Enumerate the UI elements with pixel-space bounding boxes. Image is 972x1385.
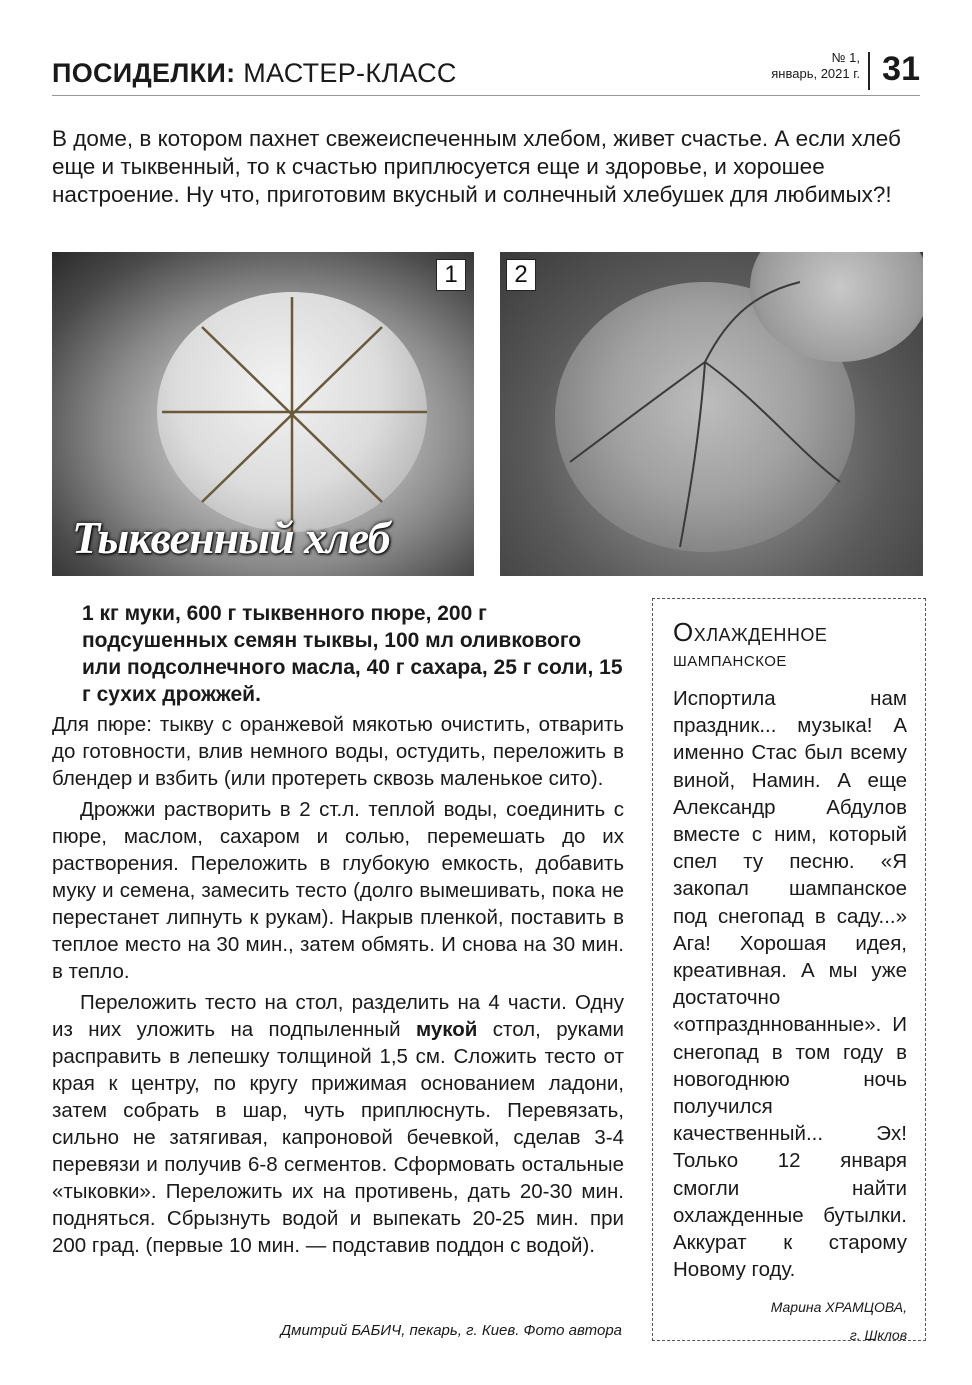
sidebar-box	[652, 598, 926, 1344]
recipe-paragraph-3-bold: мукой	[415, 1018, 478, 1041]
sidebar-title-line-1: Охлажденное	[673, 617, 828, 647]
issue-number: № 1,	[831, 50, 860, 65]
rubric	[52, 58, 457, 89]
sidebar-author-name: Марина ХРАМЦОВА,	[770, 1299, 907, 1316]
issue-info	[771, 50, 860, 82]
ingredients: 1 кг муки, 600 г тыквенного пюре, 200 г подсушенных семян тыквы, 100 мл оливкового или подсолнечного масла, 40 г сахара, 25 г соли, 15 г сухих дрожжей.	[82, 602, 623, 706]
photo-1-number: 1	[436, 259, 466, 291]
recipe-paragraph-3	[52, 989, 624, 1259]
sidebar-text: Испортила нам праздник... музыка! А именно Стас был всему виной, Намин. А еще Александр Абдулов вместе с ним, который спел ту песню. «Я закопал шампанское под снегопад в саду...» Ага! Хорошая идея, креативная. А мы уже достаточно «отпраздннованные». И снегопад в том году в новогоднюю ночь получился качественный... Эх! Только 12 января смогли найти охлажденные бутылки. Аккурат к старому Новому году.	[673, 687, 907, 1282]
author-credit: Дмитрий БАБИЧ, пекарь, г. Киев. Фото автора	[280, 1322, 622, 1339]
header-rule	[52, 95, 920, 96]
page-number-divider	[868, 52, 870, 90]
photo-2-baked-bread	[500, 252, 923, 576]
photo-2-number: 2	[506, 259, 536, 291]
rubric-bold: ПОСИДЕЛКИ:	[52, 58, 236, 88]
sidebar-author	[673, 1293, 907, 1349]
recipe-paragraph-2: Дрожжи растворить в 2 ст.л. теплой воды, соединить с пюре, маслом, сахаром и солью, перемешать до их растворения. Переложить в глубокую емкость, добавить муку и семена, замесить тесто (долго вымешивать, пока не перестанет липнуть к рукам). Накрыв пленкой, поставить в теплое место на 30 мин., затем обмять. И снова на 30 мин. в тепло.	[52, 798, 624, 983]
recipe-paragraph-3-end: стол, руками расправить в лепешку толщиной 1,5 см. Сложить тесто от края к центру, по кругу прижимая основанием ладони, затем собрать в шар, чуть приплюснуть. Перевязать, сильно не затягивая, капроновой бечевкой, сделав 3-4 перевязи и получив 6-8 сегментов. Сформовать остальные «тыковки». Переложить их на противень, дать 20-30 мин. подняться. Сбрызнуть водой и выпекать 20-25 мин. при 200 град. (первые 10 мин. — подставив поддон с водой).	[52, 1018, 624, 1257]
page-header	[52, 50, 920, 100]
sidebar-content	[673, 617, 907, 1349]
bread-segments	[500, 252, 923, 576]
article-title: Тыквенный хлеб	[72, 512, 390, 563]
intro-paragraph: В доме, в котором пахнет свежеиспеченным хлебом, живет счастье. А если хлеб еще и тыквенный, то к счастью приплюсуется еще и здоровье, и хорошее настроение. Ну что, приготовим вкусный и солнечный хлебушек для любимых?!	[52, 126, 901, 207]
issue-date: январь, 2021 г.	[771, 66, 860, 81]
rubric-light: МАСТЕР-КЛАСС	[243, 58, 457, 88]
recipe-paragraph-3-start: Переложить тесто на стол, разделить на 4 части. Одну из них уложить на подпыленный	[52, 991, 624, 1041]
recipe-body	[52, 711, 624, 1259]
photo-1-dough-in-basket	[52, 252, 474, 576]
page-number: 31	[882, 50, 920, 88]
sidebar-author-city: г. Шклов	[849, 1327, 907, 1344]
sidebar-title-line-2: шампанское	[673, 648, 787, 671]
recipe-paragraph-1: Для пюре: тыкву с оранжевой мякотью очистить, отварить до готовности, влив немного воды, остудить, переложить в блендер и взбить (или протереть сквозь маленькое сито).	[52, 713, 624, 790]
